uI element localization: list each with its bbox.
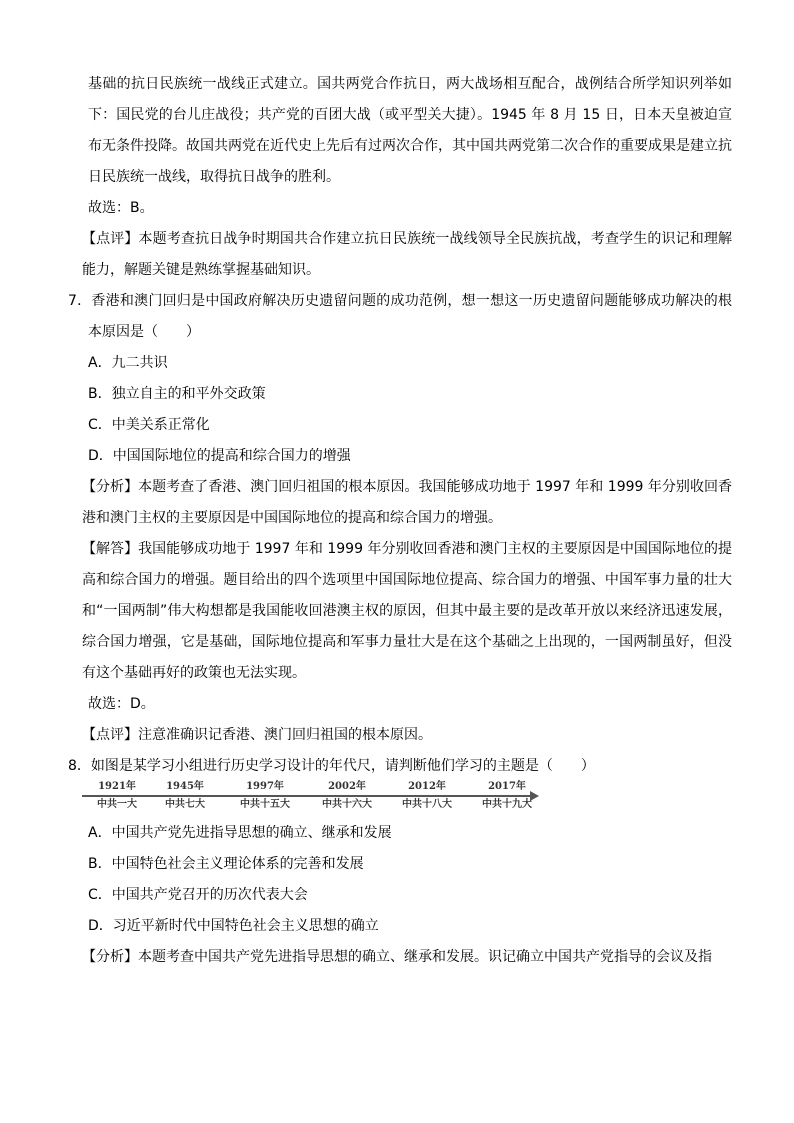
solution-tag: 【解答】	[82, 541, 139, 557]
q7-option-b: B．独立自主的和平外交政策	[88, 386, 266, 402]
analysis-text: 本题考查中国共产党先进指导思想的确立、继承和发展。识记确立中国共产党指导的会议及指	[138, 949, 712, 965]
timeline-event: 中共七大	[165, 799, 205, 810]
q7-option-a: A．九二共识	[88, 355, 168, 371]
question-8-stem: 8．如图是某学习小组进行历史学习设计的年代尺，请判断他们学习的主题是（ ）	[68, 758, 595, 774]
analysis-tag: 【分析】	[82, 479, 139, 495]
timeline-item	[230, 780, 300, 812]
comment-text: 本题考查抗日战争时期国共合作建立抗日民族统一战线领导全民族抗战，考查学生的识记和理解能力，解题关键是熟练掌握基础知识。	[82, 231, 733, 278]
prev-comment	[82, 224, 732, 286]
timeline-event: 中共一大	[97, 799, 137, 810]
q7-option-d: D．中国国际地位的提高和综合国力的增强	[88, 448, 351, 464]
timeline-year: 2002年	[328, 781, 366, 792]
timeline-item	[472, 780, 542, 812]
analysis-tag: 【分析】	[82, 949, 138, 965]
timeline-item	[392, 780, 462, 812]
q7-answer: 故选：D。	[88, 696, 155, 712]
timeline-year: 1945年	[166, 781, 204, 792]
comment-tag: 【点评】	[82, 231, 139, 247]
timeline-event: 中共十六大	[322, 799, 372, 810]
timeline-year: 1921年	[98, 781, 136, 792]
timeline-event: 中共十五大	[240, 799, 290, 810]
analysis-text: 本题考查了香港、澳门回归祖国的根本原因。我国能够成功地于 1997 年和 1999 年分别收回香港和澳门主权的主要原因是中国国际地位的提高和综合国力的增强。	[82, 479, 733, 526]
q8-option-a: A．中国共产党先进指导思想的确立、继承和发展	[88, 825, 392, 841]
q8-analysis	[82, 942, 732, 973]
q8-option-d: D．习近平新时代中国特色社会主义思想的确立	[88, 918, 379, 934]
timeline-year: 2012年	[408, 781, 446, 792]
prev-answer: 故选：B。	[88, 200, 154, 216]
comment-text: 注意准确识记香港、澳门回归祖国的根本原因。	[138, 727, 432, 743]
timeline-event: 中共十九大	[482, 799, 532, 810]
q8-option-b: B．中国特色社会主义理论体系的完善和发展	[88, 856, 364, 872]
q7-comment	[82, 720, 732, 751]
timeline-figure	[82, 782, 542, 816]
document-page	[68, 69, 733, 973]
q7-solution	[82, 534, 732, 689]
q8-option-c: C．中国共产党召开的历次代表大会	[88, 887, 308, 903]
solution-text: 我国能够成功地于 1997 年和 1999 年分别收回香港和澳门主权的主要原因是中国国际地位的提高和综合国力的增强。题目给出的四个选项里中国国际地位提高、综合国力的增强、中国军事力量的壮大和“一国两制”伟大构想都是我国能收回港澳主权的原因，但其中最主要的是改革开放以来经济迅速发展，综合国力增强，它是基础，国际地位提高和军事力量壮大是在这个基础之上出现的，一国两制虽好，但没有这个基础再好的政策也无法实现。	[82, 541, 733, 681]
timeline-item	[312, 780, 382, 812]
timeline-item	[82, 780, 152, 812]
timeline-year: 2017年	[488, 781, 526, 792]
question-7-stem: 7．香港和澳门回归是中国政府解决历史遗留问题的成功范例，想一想这一历史遗留问题能够成功解决的根本原因是（ ）	[68, 293, 732, 340]
q7-analysis	[82, 472, 732, 534]
comment-tag: 【点评】	[82, 727, 138, 743]
timeline-item	[150, 780, 220, 812]
timeline-year: 1997年	[246, 781, 284, 792]
timeline-event: 中共十八大	[402, 799, 452, 810]
q7-option-c: C．中美关系正常化	[88, 417, 210, 433]
prev-explanation: 基础的抗日民族统一战线正式建立。国共两党合作抗日，两大战场相互配合，战例结合所学知识列举如下：国民党的台儿庄战役；共产党的百团大战（或平型关大捷）。1945 年 8 月 15 日，日本天皇被迫宣布无条件投降。故国共两党在近代史上先后有过两次合作，其中国共两党第二次合作的重要成果是建立抗日民族统一战线，取得抗日战争的胜利。	[88, 76, 732, 185]
